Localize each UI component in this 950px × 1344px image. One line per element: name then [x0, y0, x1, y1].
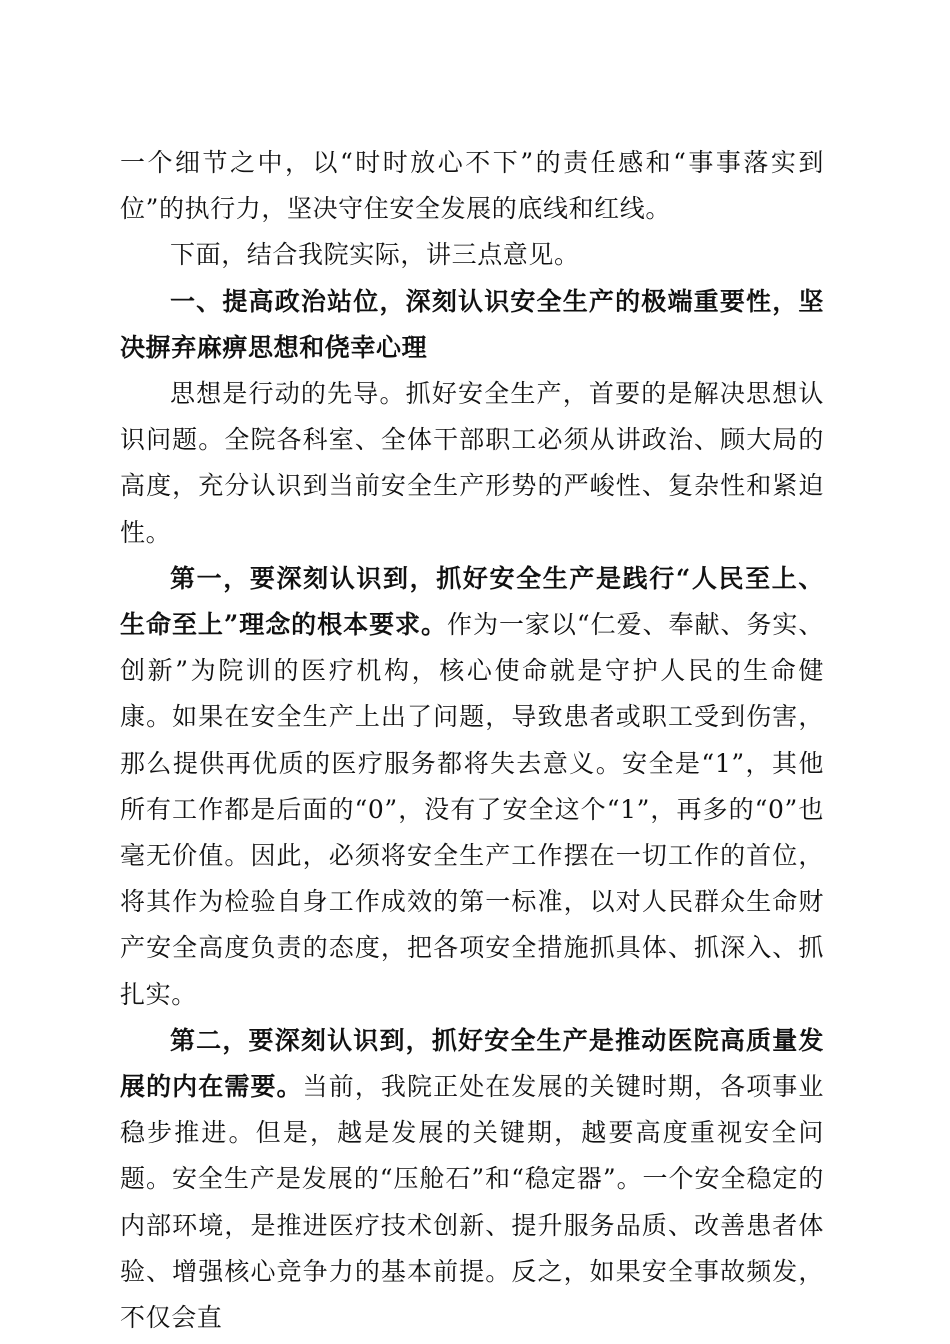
section-intro-paragraph: 思想是行动的先导。抓好安全生产，首要的是解决思想认识问题。全院各科室、全体干部职工必须从讲政治、顾大局的高度，充分认识到当前安全生产形势的严峻性、复杂性和紧迫性。 — [120, 379, 824, 547]
point-one-body: 作为一家以“仁爱、奉献、务实、创新”为院训的医疗机构，核心使命就是守护人民的生命健康。如果在安全生产上出了问题，导致患者或职工受到伤害，那么提供再优质的医疗服务都将失去意义。安全是“1”，其他所有工作都是后面的“0”，没有了安全这个“1”，再多的“0”也毫无价值。因此，必须将安全生产工作摆在一切工作的首位，将其作为检验自身工作成效的第一标准，以对人民群众生命财产安全高度负责的态度，把各项安全措施抓具体、抓深入、抓扎实。 — [120, 610, 824, 1009]
point-one-lead: 第一，要深刻认识到，抓好安全生产是践行“人民至上、生命至上”理念的根本要求。 — [120, 563, 824, 640]
intro-paragraph: 下面，结合我院实际，讲三点意见。 — [170, 240, 580, 270]
point-two-lead: 第二，要深刻认识到，抓好安全生产是推动医院高质量发展的内在需要。 — [120, 1025, 824, 1102]
section-heading: 一、提高政治站位，深刻认识安全生产的极端重要性，坚决摒弃麻痹思想和侥幸心理 — [120, 286, 824, 362]
point-two-paragraph — [120, 1018, 824, 1341]
document-body — [120, 140, 824, 1341]
paragraph-continued: 一个细节之中，以“时时放心不下”的责任感和“事事落实到位”的执行力，坚决守住安全发展的底线和红线。 — [120, 148, 824, 224]
point-two-body: 当前，我院正处在发展的关键时期，各项事业稳步推进。但是，越是发展的关键期，越要高度重视安全问题。安全生产是发展的“压舱石”和“稳定器”。一个安全稳定的内部环境，是推进医疗技术创新、提升服务品质、改善患者体验、增强核心竞争力的基本前提。反之，如果安全事故频发，不仅会直 — [120, 1072, 824, 1333]
point-one-paragraph — [120, 556, 824, 1018]
